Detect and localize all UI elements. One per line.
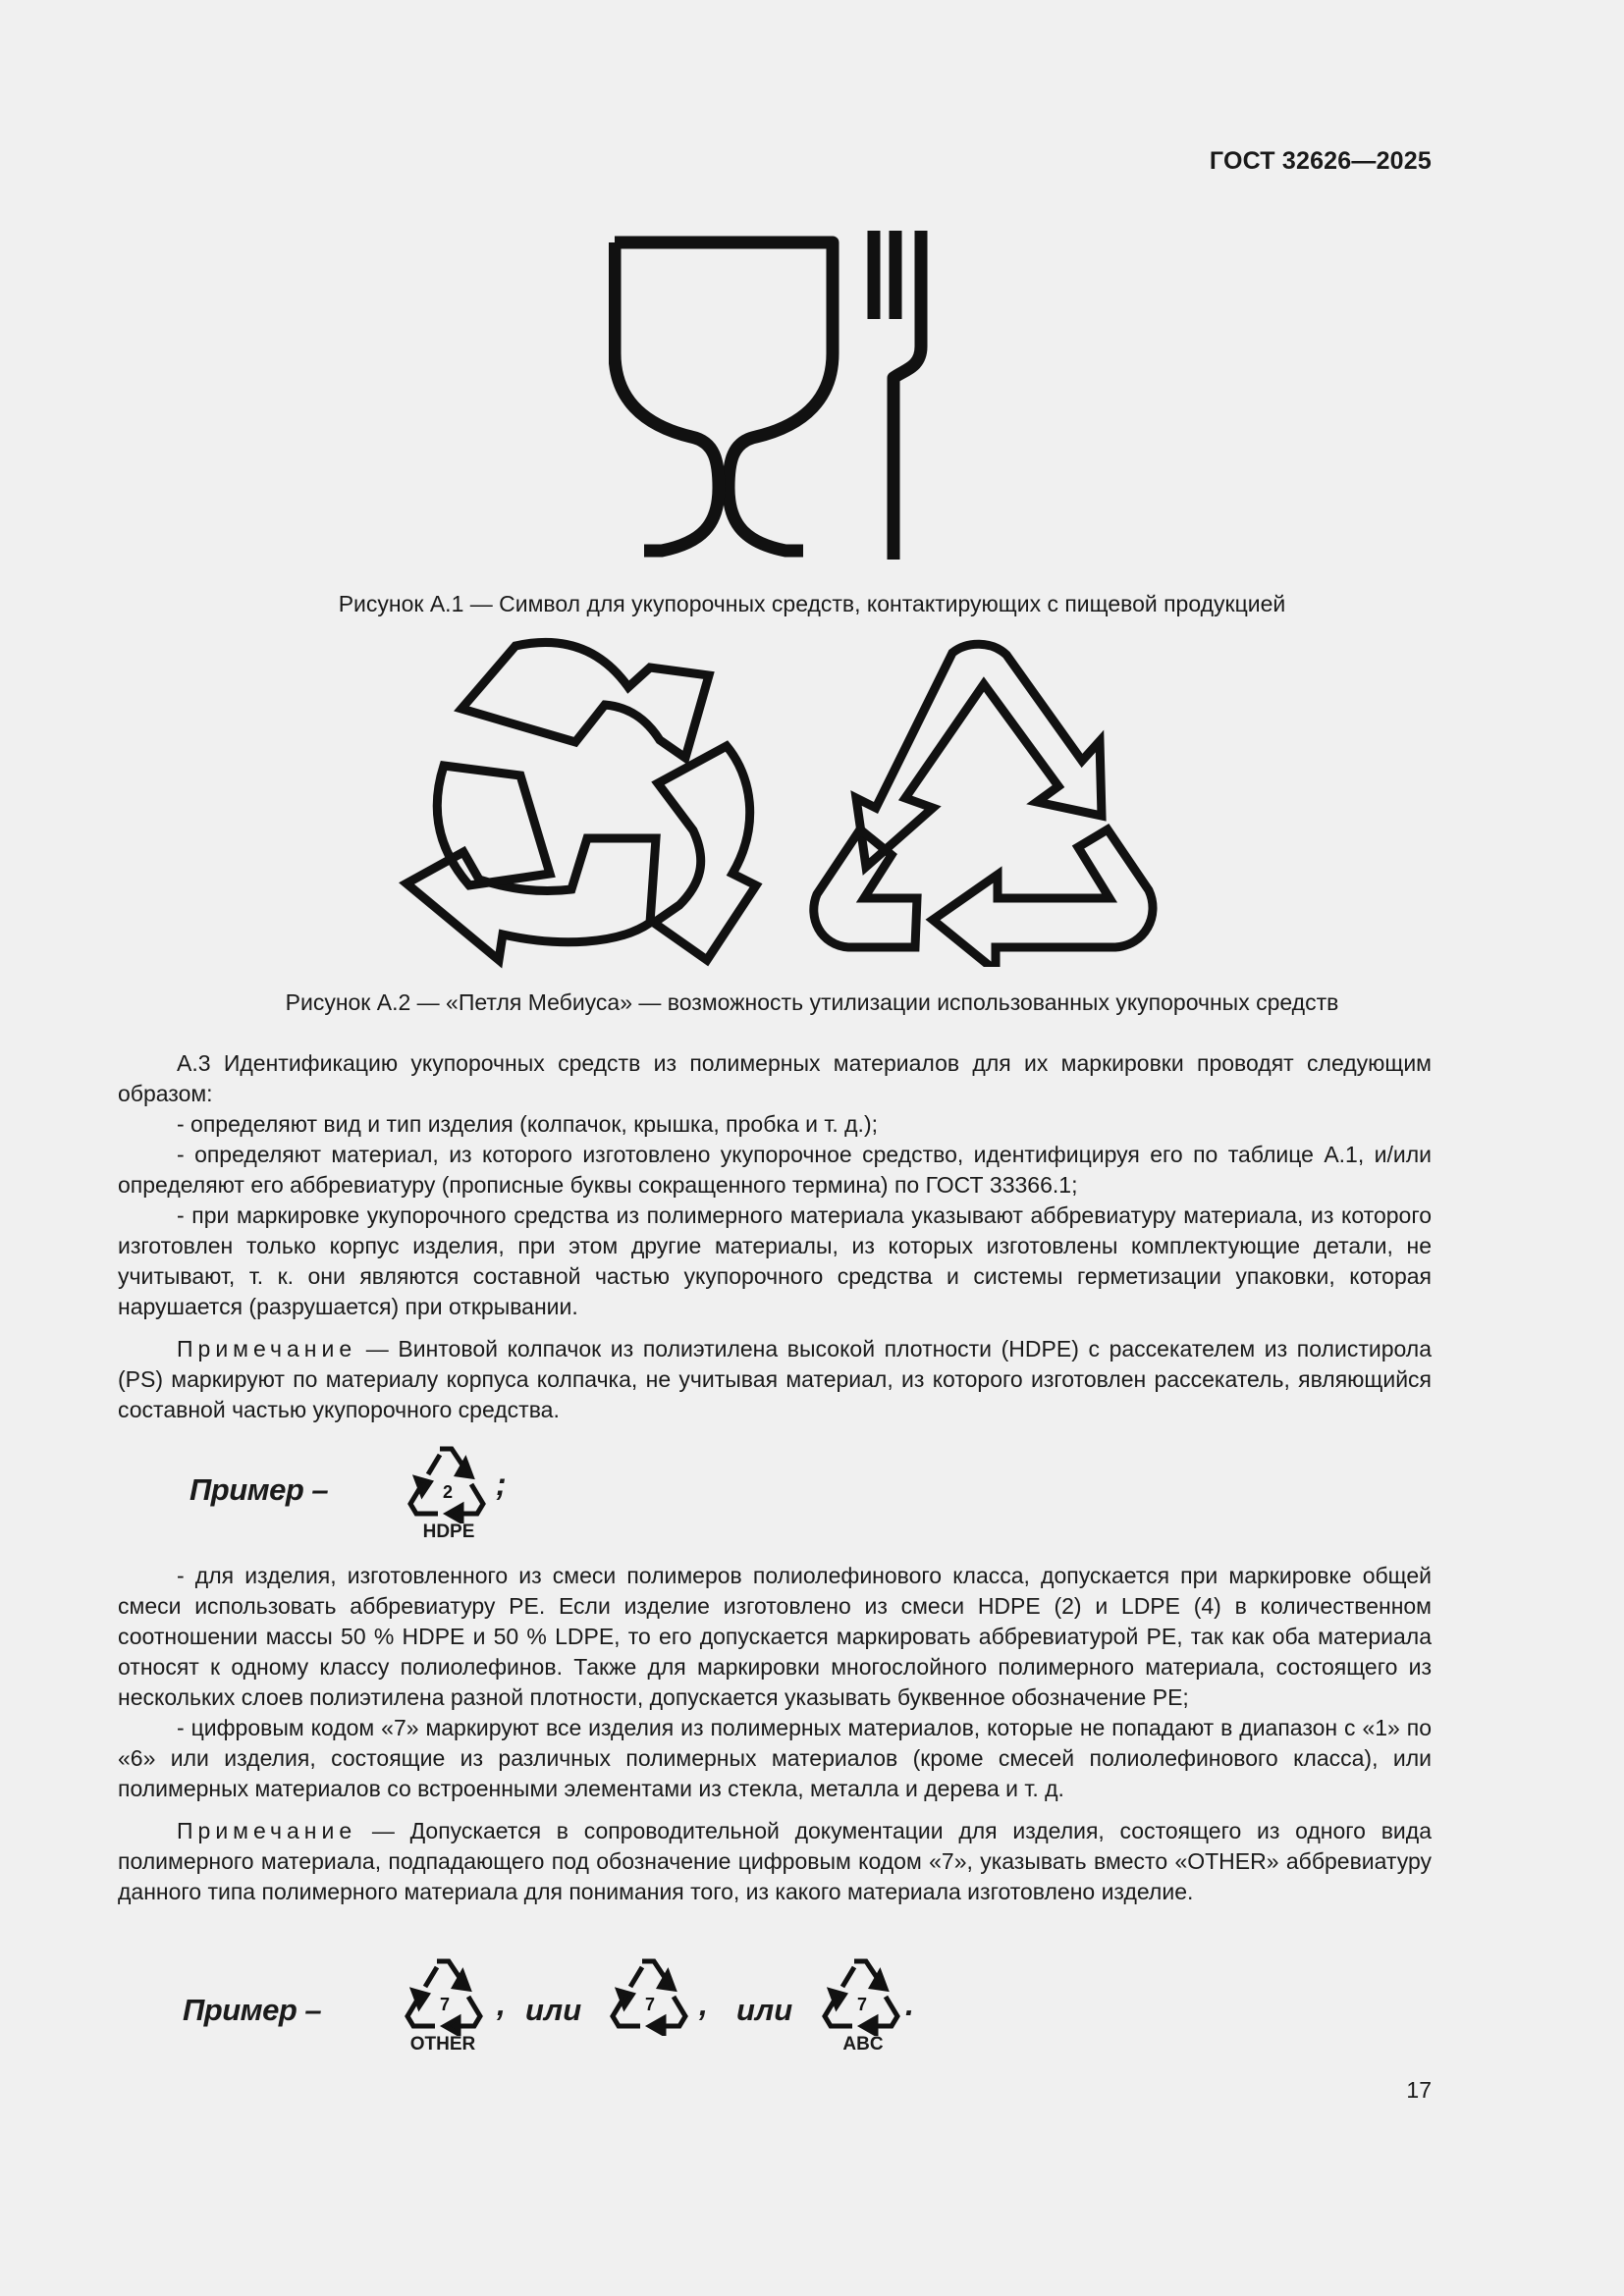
page-number: 17 [1406, 2077, 1432, 2103]
section-a3-text-continued [118, 1561, 1432, 1907]
resin-abbr: ABC [842, 2034, 884, 2055]
list-item: - цифровым кодом «7» маркируют все изделия из полимерных материалов, которые не попадают в диапазон с «1» по «6» или изделия, состоящие из различных полимерных материалов (кроме смесей полиолефинового класса), или полимерных материалов со встроенными элементами из стекла, металла и дерева и т. д. [118, 1715, 1432, 1801]
or-word: или [525, 1993, 582, 2027]
section-a3-intro: А.3 Идентификацию укупорочных средств из полимерных материалов для их маркировки проводят следующим образом: [118, 1050, 1432, 1106]
section-a3-text [118, 1048, 1432, 1425]
document-id: ГОСТ 32626—2025 [1209, 147, 1432, 175]
figure-a1-caption: Рисунок А.1 — Символ для укупорочных средств, контактирующих с пищевой продукцией [338, 591, 1286, 616]
separator-comma: , [699, 1987, 708, 2022]
resin-code-icon [401, 1441, 495, 1523]
list-item: - при маркировке укупорочного средства из полимерного материала указывают аббревиатуру материала, из которого изготовлен только корпус изделия, при этом другие материалы, из которых изготовлены комплектующие детали, не учитывают, т. к. они являются составной частью укупорочного средства и системы герметизации упаковки, которая нарушается (разрушается) при открывании. [118, 1202, 1432, 1319]
list-item: - определяют вид и тип изделия (колпачок, крышка, пробка и т. д.); [177, 1111, 878, 1137]
resin-code-icon [815, 1953, 909, 2036]
example-1-label: Пример – [189, 1472, 329, 1507]
figure-a2-caption: Рисунок А.2 — «Петля Мебиуса» — возможность утилизации использованных укупорочных средств [285, 989, 1339, 1015]
list-item: - определяют материал, из которого изготовлено укупорочное средство, идентифицируя его по таблице А.1, и/или определяют его аббревиатуру (прописные буквы сокращенного термина) по ГОСТ 33366.1; [118, 1142, 1432, 1198]
resin-code-icon [603, 1953, 697, 2036]
or-word: или [736, 1993, 793, 2027]
recycling-arrows-icon [393, 628, 766, 972]
resin-abbr: HDPE [422, 1522, 475, 1542]
example-2-label: Пример – [183, 1993, 322, 2027]
note-1-label: Примечание [177, 1336, 357, 1362]
food-contact-glass-fork-icon [609, 231, 943, 560]
resin-abbr: OTHER [409, 2034, 476, 2055]
resin-code-icon [398, 1953, 492, 2036]
separator-period: . [905, 1987, 914, 2022]
list-item: - для изделия, изготовленного из смеси полимеров полиолефинового класса, допускается при маркировке общей смеси использовать аббревиатуру PE. Если изделие изготовлено из смеси HDPE (2) и LDPE (4) в количественном соотношении массы 50 % HDPE и 50 % LDPE, то его допускается маркировать аббревиатурой PE, так как оба материала относят к одному классу полиолефинов. Также для маркировки многослойного полимерного материала, состоящего из нескольких слоев полиэтилена разной плотности, допускается указывать буквенное обозначение PE; [118, 1563, 1432, 1710]
resin-code-number: 7 [439, 1995, 451, 2014]
mobius-loop-icon [805, 633, 1159, 967]
resin-code-number: 7 [644, 1995, 656, 2014]
resin-code-number: 7 [856, 1995, 868, 2014]
separator-comma: , [497, 1987, 506, 2022]
note-1 [118, 1334, 1432, 1425]
note-2-label: Примечание [177, 1818, 357, 1843]
note-2 [118, 1816, 1432, 1907]
resin-code-number: 2 [442, 1482, 454, 1502]
note-1-text: — Винтовой колпачок из полиэтилена высокой плотности (HDPE) с рассекателем из полистирола (PS) маркируют по материалу корпуса колпачка, не учитывая материал, из которого изготовлен рассекатель, являющийся составной частью укупорочного средства. [118, 1336, 1432, 1422]
note-2-text: — Допускается в сопроводительной документации для изделия, состоящего из одного вида полимерного материала, подпадающего под обозначение цифровым кодом «7», указывать вместо «OTHER» аббревиатуру данного типа полимерного материала для понимания того, из какого материала изготовлено изделие. [118, 1818, 1432, 1904]
example-1-end: ; [496, 1467, 507, 1502]
